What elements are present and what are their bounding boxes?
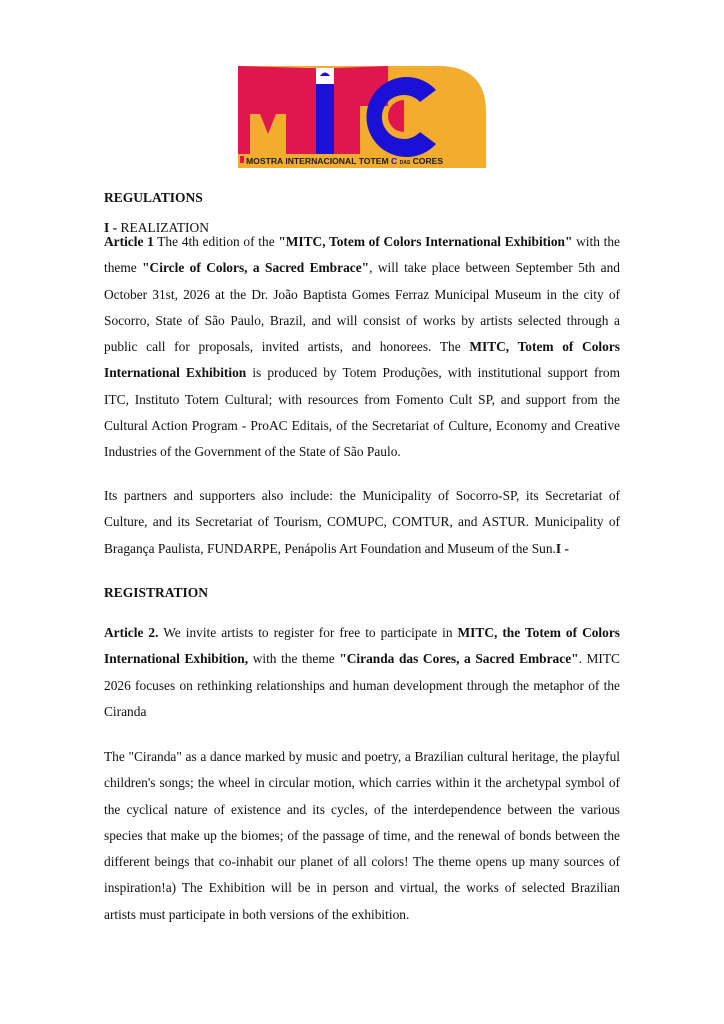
partners-paragraph [104,483,620,562]
svg-text:MOSTRA INTERNACIONAL T [246,156,443,166]
article-1-label: Article 1 [104,234,154,249]
article-1-text: is produced by Totem Produções, with institutional support from ITC, Instituto Totem Cultural; with resources from Fomento Cult SP, and support from the Cultural Action Program - ProAC Editais, of the Secretariat of Culture, Economy and Creative Industries of the Government of the State of São Paulo. [104,365,620,460]
article-1-text: , will take place between September 5th and October 31st, 2026 at the Dr. João Baptista Gomes Ferraz Municipal Museum in the city of Socorro, State of São Paulo, Brazil, and will consist of works by artists selected through a public call for proposals, invited artists, and honorees. The [104,260,620,355]
article-1-paragraph [104,229,620,466]
article-2-paragraph [104,620,620,725]
article-1-text: with the theme [104,234,620,276]
partners-text: Its partners and supporters also include: the Municipality of Socorro-SP, its Secretariat of Culture, and its Secretariat of Tourism, COMUPC, COMTUR, and ASTUR. Municipality of Bragança Paulista, FUNDARPE, Penápolis Art Foundation and Museum of the Sun. [104,488,620,556]
section-label: REALIZATION [117,220,209,235]
logo-tagline-c: C [391,156,398,166]
ciranda-paragraph: The "Ciranda" as a dance marked by music and poetry, a Brazilian cultural heritage, the playful children's songs; the wheel in circular motion, which carries within it the archetypal symbol of the cyclical nature of existence and its cycles, of the interdependence between the various species that make up the biomes; of the passage of time, and the renewal of bonds between the different beings that co-inhabit our planet of all colors! The theme opens up many sources of inspiration!a) The Exhibition will be in person and virtual, the works of selected Brazilian artists must participate in both versions of the exhibition. [104,749,620,922]
article-2-theme: "Ciranda das Cores, a Sacred Embrace" [339,651,579,667]
article-2-text: with the theme [248,651,340,667]
article-2-text: We invite artists to register for free to participate in [158,625,458,640]
article-1-text: The 4th edition of the [153,234,279,249]
section-heading-registration: REGISTRATION [104,585,209,600]
logo-tagline-internacional: INTERNACIONAL [285,156,357,166]
article-2-label: Article 2. [104,625,159,640]
article-1-theme: "Circle of Colors, a Sacred Embrace" [142,260,370,276]
logo-tagline-mostra: MOSTRA [246,156,283,166]
logo-tagline-cores: CORES [412,156,444,166]
article-2-exhibition-name: MITC, the Totem of Colors International Exhibition, [104,625,621,667]
logo-tagline-totem: TOTEM [358,156,389,166]
logo-letter-i [316,84,334,154]
article-2-text: . MITC 2026 focuses on rethinking relationships and human development through the metaphor of the Ciranda [104,651,620,719]
section-number-2: I - [555,540,569,556]
logo-tagline-das: DAS [399,160,411,166]
article-1-exhibition-name-2: MITC, Totem of Colors International Exhibition [104,339,620,381]
section-number: I - [104,220,118,235]
article-1-exhibition-name: "MITC, Totem of Colors International Exhibition" [278,234,573,249]
mitc-logo [238,62,486,168]
document-title: REGULATIONS [104,190,203,205]
